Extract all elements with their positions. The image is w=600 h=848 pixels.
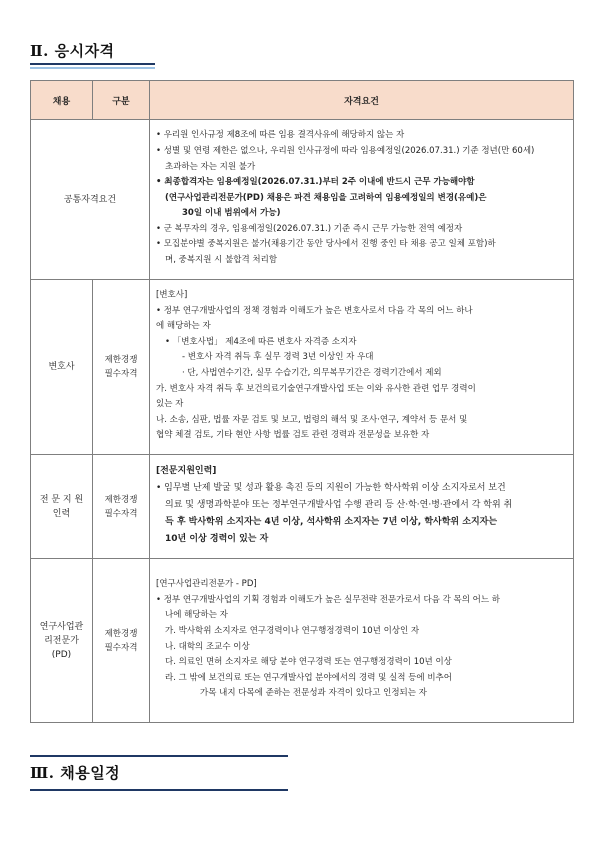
section-title: Ⅱ. 응시자격	[30, 42, 115, 60]
table-row	[31, 559, 574, 723]
table-row	[31, 120, 574, 280]
list-item: • 정부 연구개발사업의 정책 경험과 이해도가 높은 변호사로서 다음 각 목의 어느 하나	[156, 305, 473, 316]
list-item: [전문지원인력]	[156, 466, 217, 476]
requirements-cell	[150, 559, 574, 723]
list-item: 며, 중복지원 시 불합격 처리함	[165, 255, 278, 266]
section-underline	[30, 63, 155, 65]
row-category: 제한경쟁 필수자격	[93, 559, 150, 723]
list-item: 있는 자	[156, 399, 184, 410]
list-item: 가. 박사학위 소지자로 연구경력이나 연구행정경력이 10년 이상인 자	[165, 625, 420, 636]
list-item: 라. 그 밖에 보건의료 또는 연구개발사업 분야에서의 경력 및 실적 등에 비추어	[165, 672, 452, 683]
list-item: (연구사업관리전문가(PD) 채용은 파견 채용임을 고려하여 임용예정일의 변경(유예)은	[165, 192, 487, 203]
list-item: 초과하는 자는 지원 불가	[165, 161, 256, 172]
list-item: 에 해당하는 자	[156, 321, 211, 332]
row-label-support-staff: 전 문 지 원 인력	[31, 455, 93, 559]
row-category: 제한경쟁 필수자격	[93, 280, 150, 455]
list-item: • 임무별 난제 발굴 및 성과 활용 촉진 등의 지원이 가능한 학사학위 이상 소지자로서 보건	[156, 483, 506, 493]
row-label-pd: 연구사업관 리전문가 (PD)	[31, 559, 93, 723]
list-item: 가목 내지 다목에 준하는 전문성과 자격이 있다고 인정되는 자	[200, 688, 427, 699]
list-item: • 모집분야별 중복지원은 불가(채용기간 동안 당사에서 진행 중인 타 채용 공고 일체 포함)하	[156, 239, 496, 250]
table-row	[31, 280, 574, 455]
list-item: 30일 이내 범위에서 가능)	[182, 208, 281, 219]
list-item: • 「변호사법」 제4조에 따른 변호사 자격증 소지자	[165, 336, 357, 347]
list-item: • 우리원 인사규정 제8조에 따른 임용 결격사유에 해당하지 않는 자	[156, 130, 405, 141]
requirements-cell	[150, 280, 574, 455]
list-item: [변호사]	[156, 290, 188, 301]
list-item: 협약 체결 검토, 기타 현안 사항 법률 검토 관련 경력과 전문성을 보유한 자	[156, 430, 430, 441]
requirements-cell	[150, 455, 574, 559]
list-item: [연구사업관리전문가 - PD]	[156, 579, 257, 590]
header-hire: 채용	[31, 81, 93, 120]
section-header-eligibility	[30, 40, 115, 61]
list-item: · 단, 사법연수기간, 실무 수습기간, 의무복무기간은 경력기간에서 제외	[182, 368, 442, 378]
table-header-row	[31, 81, 574, 120]
header-category: 구분	[93, 81, 150, 120]
list-item: 나. 소송, 심판, 법률 자문 검토 및 보고, 법령의 해석 및 조사·연구, 계약서 등 문서 및	[156, 414, 468, 425]
list-item: 나에 해당하는 자	[165, 610, 228, 621]
list-item: • 최종합격자는 임용예정일(2026.07.31.)부터 2주 이내에 반드시 근무 가능해야함	[156, 177, 475, 188]
header-requirements: 자격요건	[150, 81, 574, 120]
row-label-lawyer: 변호사	[31, 280, 93, 455]
list-item: • 군 복무자의 경우, 임용예정일(2026.07.31.) 기준 즉시 근무 가능한 전역 예정자	[156, 223, 463, 234]
requirements-cell	[150, 120, 574, 280]
section-header-schedule	[30, 762, 120, 783]
list-item: 가. 변호사 자격 취득 후 보건의료기술연구개발사업 또는 이와 유사한 관련 업무 경력이	[156, 383, 476, 394]
row-label-common: 공통자격요건	[31, 120, 150, 280]
list-item: • 정부 연구개발사업의 기획 경험과 이해도가 높은 실무전략 전문가로서 다음 각 목의 어느 하	[156, 594, 500, 605]
list-item: 득 후 박사학위 소지자는 4년 이상, 석사학위 소지자는 7년 이상, 학사학위 소지자는	[165, 517, 498, 527]
list-item: 다. 의료인 면허 소지자로 해당 분야 연구경력 또는 연구행정경력이 10년 이상	[165, 657, 452, 668]
eligibility-table	[30, 80, 574, 723]
list-item: 나. 대학의 조교수 이상	[165, 641, 250, 652]
list-item: • 성별 및 연령 제한은 없으나, 우리원 인사규정에 따라 임용예정일(2026.07.31.) 기준 정년(만 60세)	[156, 145, 535, 156]
list-item: 의료 및 생명과학분야 또는 정부연구개발사업 수행 관리 등 산·학·연·병·관에서 각 학위 취	[165, 500, 513, 510]
section-underline	[30, 789, 288, 791]
section-underline-accent	[30, 67, 155, 69]
table-row	[31, 455, 574, 559]
section-title: Ⅲ. 채용일정	[30, 764, 121, 782]
row-category: 제한경쟁 필수자격	[93, 455, 150, 559]
section-overline	[30, 755, 288, 757]
list-item: 10년 이상 경력이 있는 자	[165, 534, 269, 544]
list-item: - 변호사 자격 취득 후 실무 경력 3년 이상인 자 우대	[182, 352, 374, 363]
